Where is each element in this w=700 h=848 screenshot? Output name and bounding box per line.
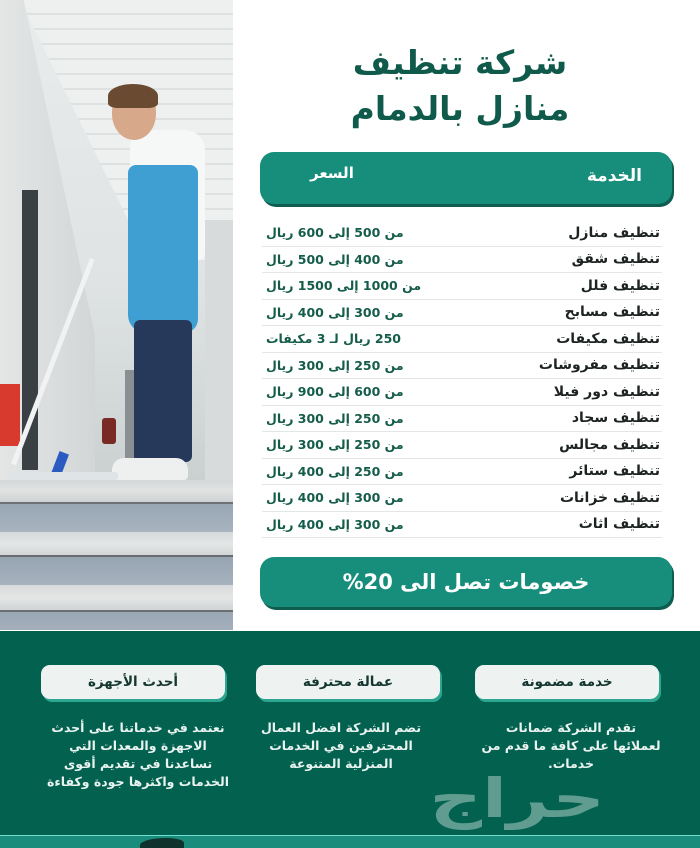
description-line: المحترفين في الخدمات [269,738,413,753]
service-name: تنظيف منازل [568,224,660,241]
table-row [262,432,662,459]
table-row [262,300,662,327]
feature-description-guaranteed-service [466,719,676,773]
photo-jeans [134,320,192,462]
table-row [262,220,662,247]
description-line: لعملائها على كافة ما قدم من [481,738,661,753]
service-price: من 300 إلى 400 ريال [266,490,404,506]
photo-red-bucket [0,384,20,446]
feature-badge-professional-labor: عمالة محترفة [256,665,440,699]
table-row [262,353,662,380]
table-row [262,326,662,353]
service-price: من 300 إلى 400 ريال [266,516,404,532]
photo-wall-right [205,220,233,480]
features-section [0,631,700,835]
service-name: تنظيف ستائر [569,463,660,480]
hero-photo-cleaner [0,0,233,630]
partial-logo-icon [140,838,184,848]
service-price: من 500 إلى 600 ريال [266,225,404,241]
description-line: تساعدنا في تقديم أقوى [63,756,213,771]
service-price: 250 ريال لـ 3 مكيفات [266,331,401,347]
photo-hair [108,84,158,108]
page-title [240,40,680,132]
description-line: الاجهزة والمعدات التي [69,738,207,753]
photo-steps [0,480,233,630]
description-line: تضم الشركة افضل العمال [260,720,422,735]
photo-mop-head [6,472,118,480]
service-price: من 250 إلى 400 ريال [266,463,404,479]
table-row [262,512,662,539]
service-price: من 250 إلى 300 ريال [266,357,404,373]
service-price: من 250 إلى 300 ريال [266,410,404,426]
description-line: خدمات. [548,756,594,771]
discount-banner [260,557,672,607]
service-name: تنظيف شقق [571,251,660,268]
service-price: من 250 إلى 300 ريال [266,437,404,453]
description-line: نعتمد في خدماتنا على أحدث [51,720,225,735]
description-line: المنزلية المتنوعة [289,756,393,771]
service-name: تنظيف دور فيلا [553,383,660,400]
feature-description-latest-equipment [33,719,243,791]
table-row [262,273,662,300]
price-table [262,220,662,538]
table-row [262,247,662,274]
service-name: تنظيف اثاث [578,516,660,533]
haraj-watermark-logo: حراج [429,767,605,830]
service-price: من 300 إلى 400 ريال [266,304,404,320]
service-name: تنظيف مكيفات [556,330,660,347]
service-name: تنظيف سجاد [571,410,660,427]
table-row [262,406,662,433]
service-price: من 400 إلى 500 ريال [266,251,404,267]
title-line-2: منازل بالدمام [350,89,570,128]
service-name: تنظيف مجالس [559,436,660,453]
photo-blue-apron [128,165,198,333]
service-name: تنظيف مفروشات [538,357,660,374]
photo-shoes [112,458,188,480]
column-header-price: السعر [310,164,354,182]
feature-description-professional-labor [236,719,446,773]
service-price: من 600 إلى 900 ريال [266,384,404,400]
feature-badge-guaranteed-service: خدمة مضمونة [475,665,659,699]
table-row [262,379,662,406]
column-header-service: الخدمة [586,166,642,186]
bottom-strip [0,835,700,848]
title-line-1: شركة تنظيف [352,43,568,82]
service-price: من 1000 إلى 1500 ريال [266,278,422,294]
table-row [262,459,662,486]
description-line: تقدم الشركة ضمانات [505,720,637,735]
table-row [262,485,662,512]
discount-text: خصومات تصل الى 20% [342,570,590,594]
service-name: تنظيف خزانات [559,489,660,506]
description-line: الخدمات واكثرها جودة وكفاءة [47,774,229,789]
service-name: تنظيف فلل [580,277,660,294]
feature-badge-latest-equipment: أحدث الأجهزة [41,665,225,699]
photo-fire-extinguisher [102,418,116,444]
price-table-header [260,152,672,204]
service-name: تنظيف مسابح [564,304,660,321]
